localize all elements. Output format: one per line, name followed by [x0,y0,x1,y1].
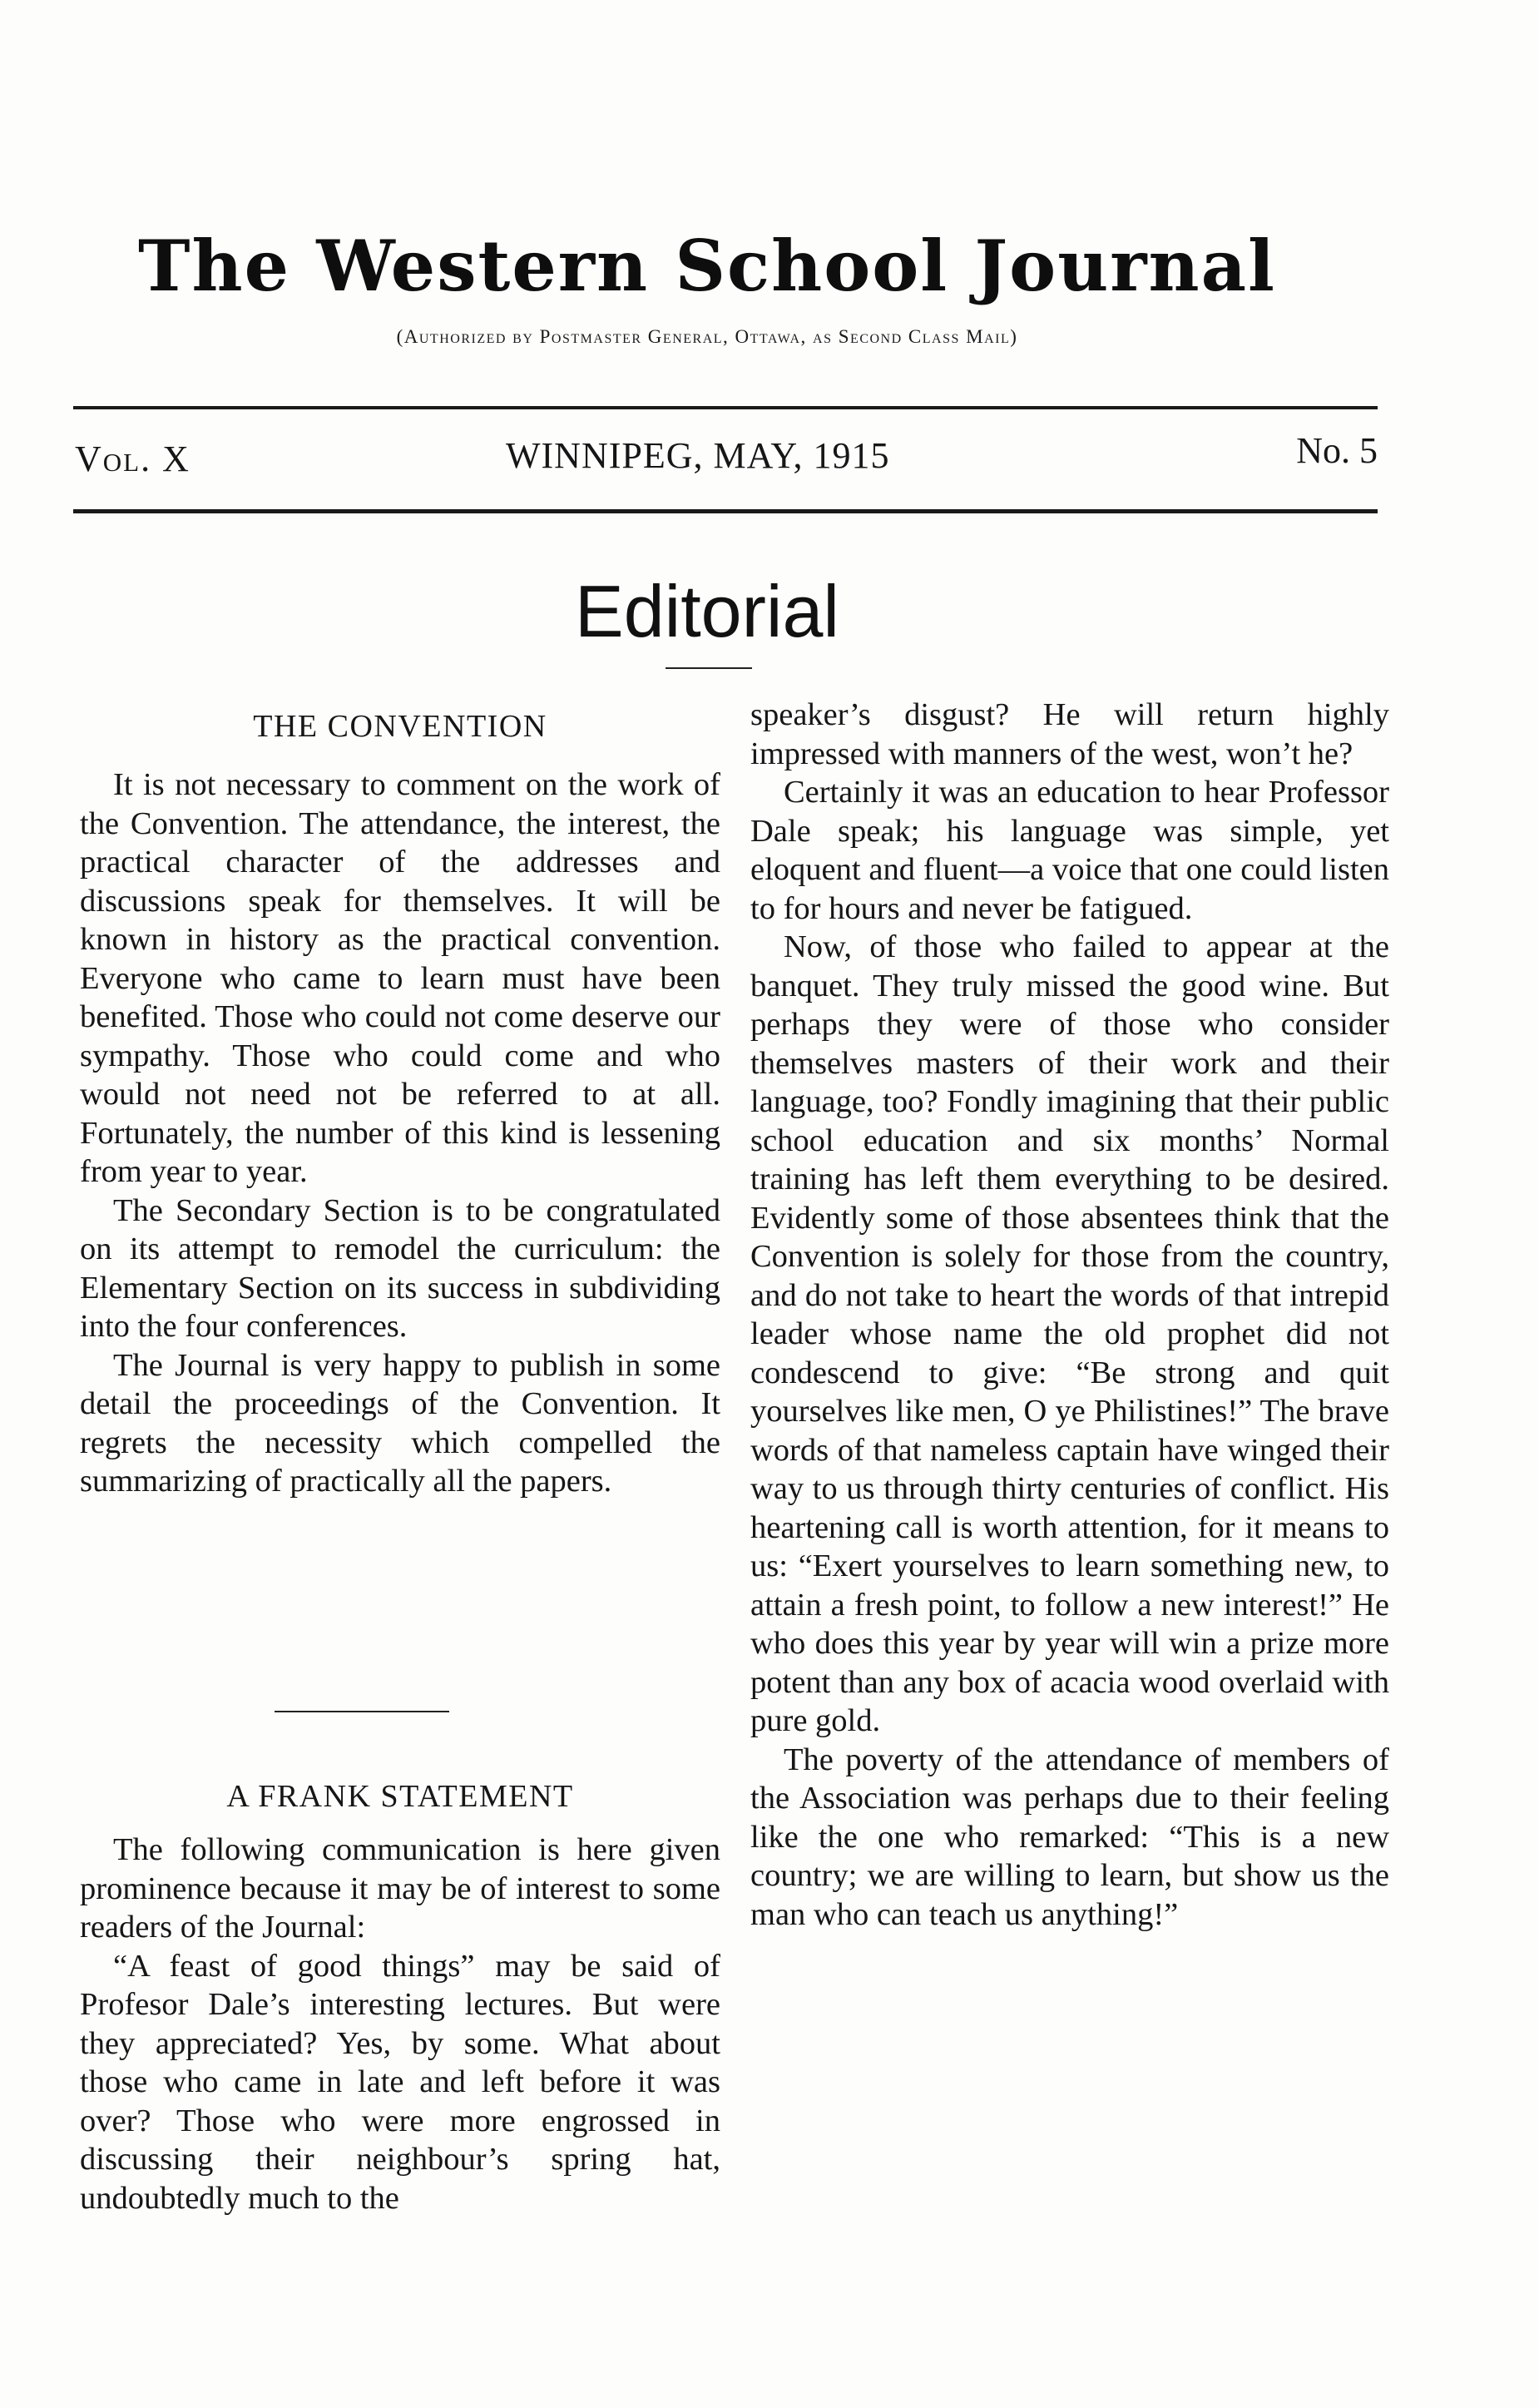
header-top-rule [73,406,1378,409]
title-divider [666,667,752,669]
masthead [0,225,1414,348]
convention-heading: THE CONVENTION [253,709,547,744]
section-title: Editorial [575,570,839,652]
issue-info-line [73,429,1378,479]
frank-paragraph: Now, of those who failed to appear at the banquet. They truly missed the good wine. But perhaps they were of those who consider themselves masters of their work and their language, too? Fondly imagining that their public school education and six months’ Normal training has left them everything to be desired. Evidently some of those absentees think that the Convention is solely for those from the country, and do not take to heart the words of that intrepid leader whose name the old prophet did not condescend to give: “Be strong and quit yourselves like men, O ye Philistines!” The brave words of that nameless captain have winged their way to us through thirty centuries of conflict. His heartening call is worth attention, for it means to us: “Exert yourselves to learn something new, to attain a fresh point, to follow a new interest!” He who does this year by year will win a prize more potent than any box of acacia wood overlaid with pure gold. [750,929,1389,1738]
convention-article [80,707,720,1501]
frank-paragraph: The following communication is here given prominence because it may be of interest to some readers of the Journal: [80,1832,720,1945]
convention-paragraph: It is not necessary to comment on the work of the Convention. The attendance, the interest, the practical character of the addresses and discussions speak for themselves. It will be known in history as the practical convention. Everyone who came to learn must have been benefited. Those who could not come deserve our sympathy. Those who could come and who would not need not be referred to at all. Fortunately, the number of this kind is lessening from year to year. [80,767,720,1189]
dateline: WINNIPEG, MAY, 1915 [506,435,890,476]
frank-paragraph: Certainly it was an education to hear Professor Dale speak; his language was simple, yet eloquent and fluent—a voice that one could listen to for hours and never be fatigued. [750,775,1389,926]
journal-title: The Western School Journal [138,225,1276,307]
convention-paragraph: The Journal is very happy to publish in some detail the proceedings of the Convention. It regrets the necessity which compelled the summarizing of practically all the papers. [80,1347,720,1499]
volume-number: Vol. X [75,438,191,479]
frank-paragraph: The poverty of the attendance of members of the Association was perhaps due to their feeling like the one who remarked: “This is a new country; we are willing to learn, but show us the man who can teach us anything!” [750,1742,1389,1932]
convention-paragraph: The Secondary Section is to be congratulated on its attempt to remodel the curriculum: the Elementary Section on its success in subdividing into the four conferences. [80,1192,720,1344]
frank-paragraph: speaker’s disgust? He will return highly impressed with manners of the west, won’t he? [750,697,1389,771]
article-divider [275,1711,449,1712]
frank-statement-continued [750,696,1389,1934]
frank-statement-article [80,1831,720,2217]
frank-paragraph: “A feast of good things” may be said of Profesor Dale’s interesting lectures. But were they appreciated? Yes, by some. What about those who came in late and left before it was over? Those who were more engrossed in discussing their neighbour’s spring hat, undoubtedly much to the [80,1948,720,2216]
header-bottom-rule [73,509,1378,513]
frank-statement-heading: A FRANK STATEMENT [226,1779,574,1814]
mail-authorization-note: (Authorized by Postmaster General, Ottawa, as Second Class Mail) [396,326,1018,347]
issue-number: No. 5 [1296,430,1378,471]
